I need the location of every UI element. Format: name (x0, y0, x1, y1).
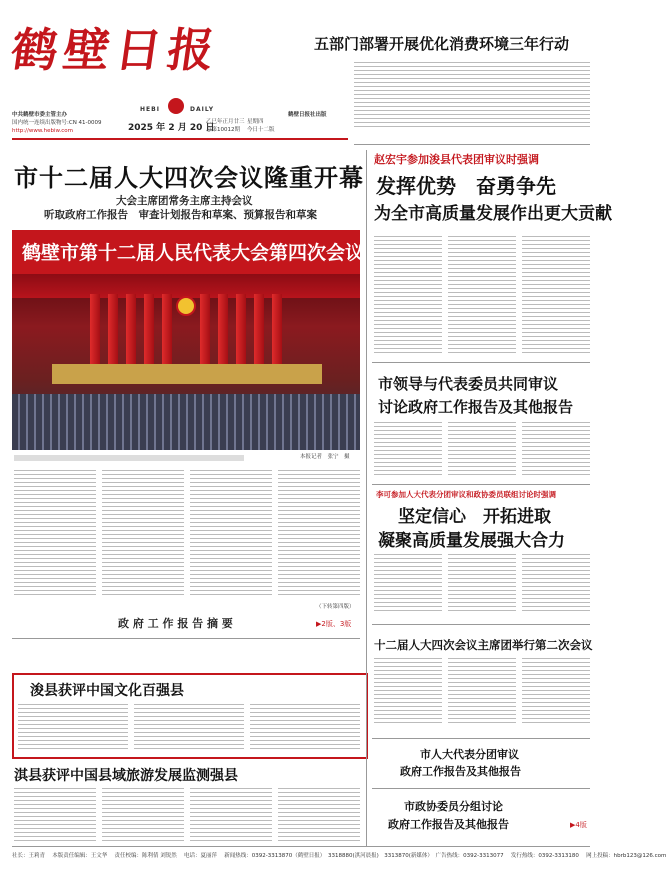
sponsor: 中共鹤壁市委主管主办 (12, 112, 68, 118)
photo-credit: 本报记者 张宁 摄 (300, 454, 350, 460)
lead-headline[interactable]: 市十二届人大四次会议隆重开幕 (14, 163, 364, 192)
footer-credits: 社长：王莉青 本版责任编辑：王文华 责任校编：陈利倩 刘锐然 电话：夏丽萍 新闻热线：0392-3313870（鹤壁日报） 3318880(淇河晨报) 3313870(新媒体） 广告热线：0392-3313077 发行热线：0392-3313180 网上投稿：hbrb123@126.com (12, 853, 666, 859)
story6-jump-label: 4版 (575, 821, 587, 829)
right-headline-5b[interactable]: 政府工作报告及其他报告 (400, 765, 521, 778)
bottom-headline[interactable]: 淇县获评中国县域旅游发展监测强县 (14, 768, 238, 784)
right-headline-6b[interactable]: 政府工作报告及其他报告 (388, 818, 509, 831)
summary-link[interactable]: 政 府 工 作 报 告 摘 要 (118, 617, 233, 630)
website-link[interactable]: http://www.hebiw.com (12, 128, 73, 134)
right-headline-2b[interactable]: 讨论政府工作报告及其他报告 (378, 398, 574, 416)
right-headline-1a[interactable]: 发挥优势 奋勇争先 (376, 174, 556, 198)
lead-subhead-2: 听取政府工作报告 审查计划报告和草案、预算报告和草案 (44, 209, 317, 221)
brand-right: DAILY (190, 106, 215, 113)
publisher: 鹤壁日报社出版 (288, 112, 327, 118)
right-headline-3b[interactable]: 凝聚高质量发展强大合力 (378, 531, 565, 551)
boxed-headline[interactable]: 浚县获评中国文化百强县 (30, 683, 184, 699)
right-headline-1b[interactable]: 为全市高质量发展作出更大贡献 (374, 204, 612, 224)
summary-jump-label: 2版、3版 (321, 620, 352, 628)
right-headline-5a[interactable]: 市人大代表分团审议 (420, 748, 519, 761)
lunar-date: 乙巳年正月廿三 (206, 119, 245, 125)
issue-number: 总第10012期 (206, 127, 240, 133)
brand-left: HEBI (140, 106, 160, 113)
right-headline-4[interactable]: 十二届人大四次会议主席团举行第二次会议 (374, 638, 593, 652)
national-emblem-icon (176, 296, 196, 316)
conference-banner: 鹤壁市第十二届人民代表大会第四次会议 (12, 230, 360, 274)
conference-photo (12, 274, 360, 450)
right-kicker-1: 赵宏宇参加浚县代表团审议时强调 (374, 153, 539, 166)
right-headline-6a[interactable]: 市政协委员分组讨论 (404, 800, 503, 813)
continued-note: （下转第四版） (316, 604, 355, 610)
issue-date: 2025 年 2 月 20 日 (128, 123, 215, 133)
right-headline-3a[interactable]: 坚定信心 开拓进取 (398, 507, 551, 527)
cn-number: 国内统一连续出版物号:CN 41-0009 (12, 120, 102, 126)
story6-jump[interactable]: ▶4版 (570, 821, 587, 829)
page-count: 今日十二版 (247, 127, 275, 133)
summary-jump[interactable]: ▶2版、3版 (316, 620, 352, 628)
weekday: 星期四 (247, 119, 264, 125)
right-kicker-3: 李可参加人大代表分团审议和政协委员联组讨论时强调 (376, 490, 556, 499)
lead-subhead-1: 大会主席团常务主席主持会议 (116, 195, 253, 207)
crane-emblem-icon (168, 98, 184, 114)
masthead-logo: 鹤壁日报 (7, 23, 224, 77)
right-headline-2a[interactable]: 市领导与代表委员共同审议 (378, 375, 559, 393)
top-right-headline[interactable]: 五部门部署开展优化消费环境三年行动 (314, 35, 570, 53)
